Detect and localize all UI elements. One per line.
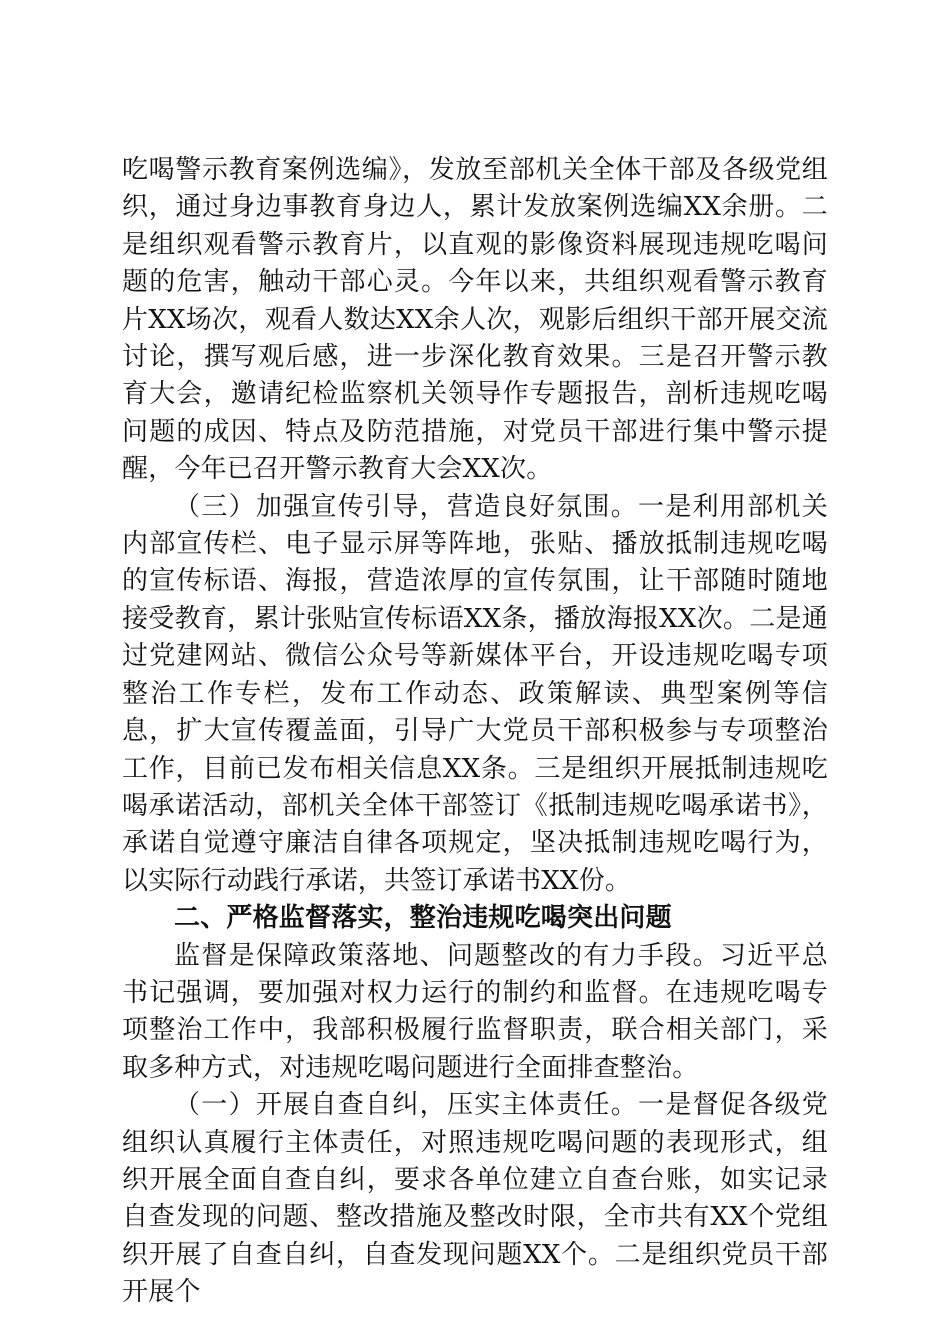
subheading-self-inspection: （一）开展自查自纠，压实主体责任。: [174, 1090, 639, 1121]
paragraph-warning-education: 吃喝警示教育案例选编》，发放至部机关全体干部及各级党组织，通过身边事教育身边人，累计发放案例选编XX余册。二是组织观看警示教育片，以直观的影像资料展现违规吃喝问题的危害，触动干部心灵。今年以来，共组织观看警示教育片XX场次，观看人数达XX余人次，观影后组织干部开展交流讨论，撰写观后感，进一步深化教育效果。三是召开警示教育大会，邀请纪检监察机关领导作专题报告，剖析违规吃喝问题的成因、特点及防范措施，对党员干部进行集中警示提醒，今年已召开警示教育大会XX次。: [122, 155, 828, 485]
subheading-publicity: （三）加强宣传引导，营造良好氛围。: [174, 491, 639, 522]
paragraph-publicity-body: 一是利用部机关内部宣传栏、电子显示屏等阵地，张贴、播放抵制违规吃喝的宣传标语、海报，营造浓厚的宣传氛围，让干部随时随地接受教育，累计张贴宣传标语XX条，播放海报XX次。二是通过党建网站、微信公众号等新媒体平台，开设违规吃喝专项整治工作专栏，发布工作动态、政策解读、典型案例等信息，扩大宣传覆盖面，引导广大党员干部积极参与专项整治工作，目前已发布相关信息XX条。三是组织开展抵制违规吃喝承诺活动，部机关全体干部签订《抵制违规吃喝承诺书》，承诺自觉遵守廉洁自律各项规定，坚决抵制违规吃喝行为，以实际行动践行承诺，共签订承诺书XX份。: [122, 491, 829, 896]
paragraph-self-inspection: [122, 1087, 828, 1311]
section-heading-supervision: 二、严格监督落实，整治违规吃喝突出问题: [174, 903, 672, 934]
paragraph-publicity: [122, 489, 828, 900]
paragraph-self-inspection-body: 一是督促各级党组织认真履行主体责任，对照违规吃喝问题的表现形式，组织开展全面自查自纠，要求各单位建立自查台账，如实记录自查发现的问题、整改措施及整改时限，全市共有XX个党组织开展了自查自纠，自查发现问题XX个。二是组织党员干部开展个: [122, 1090, 829, 1308]
document-page: [122, 152, 828, 1312]
paragraph-supervision-intro: 监督是保障政策落地、问题整改的有力手段。习近平总书记强调，要加强对权力运行的制约和监督。在违规吃喝专项整治工作中，我部积极履行监督职责，联合相关部门，采取多种方式，对违规吃喝问题进行全面排查整治。: [122, 940, 828, 1083]
